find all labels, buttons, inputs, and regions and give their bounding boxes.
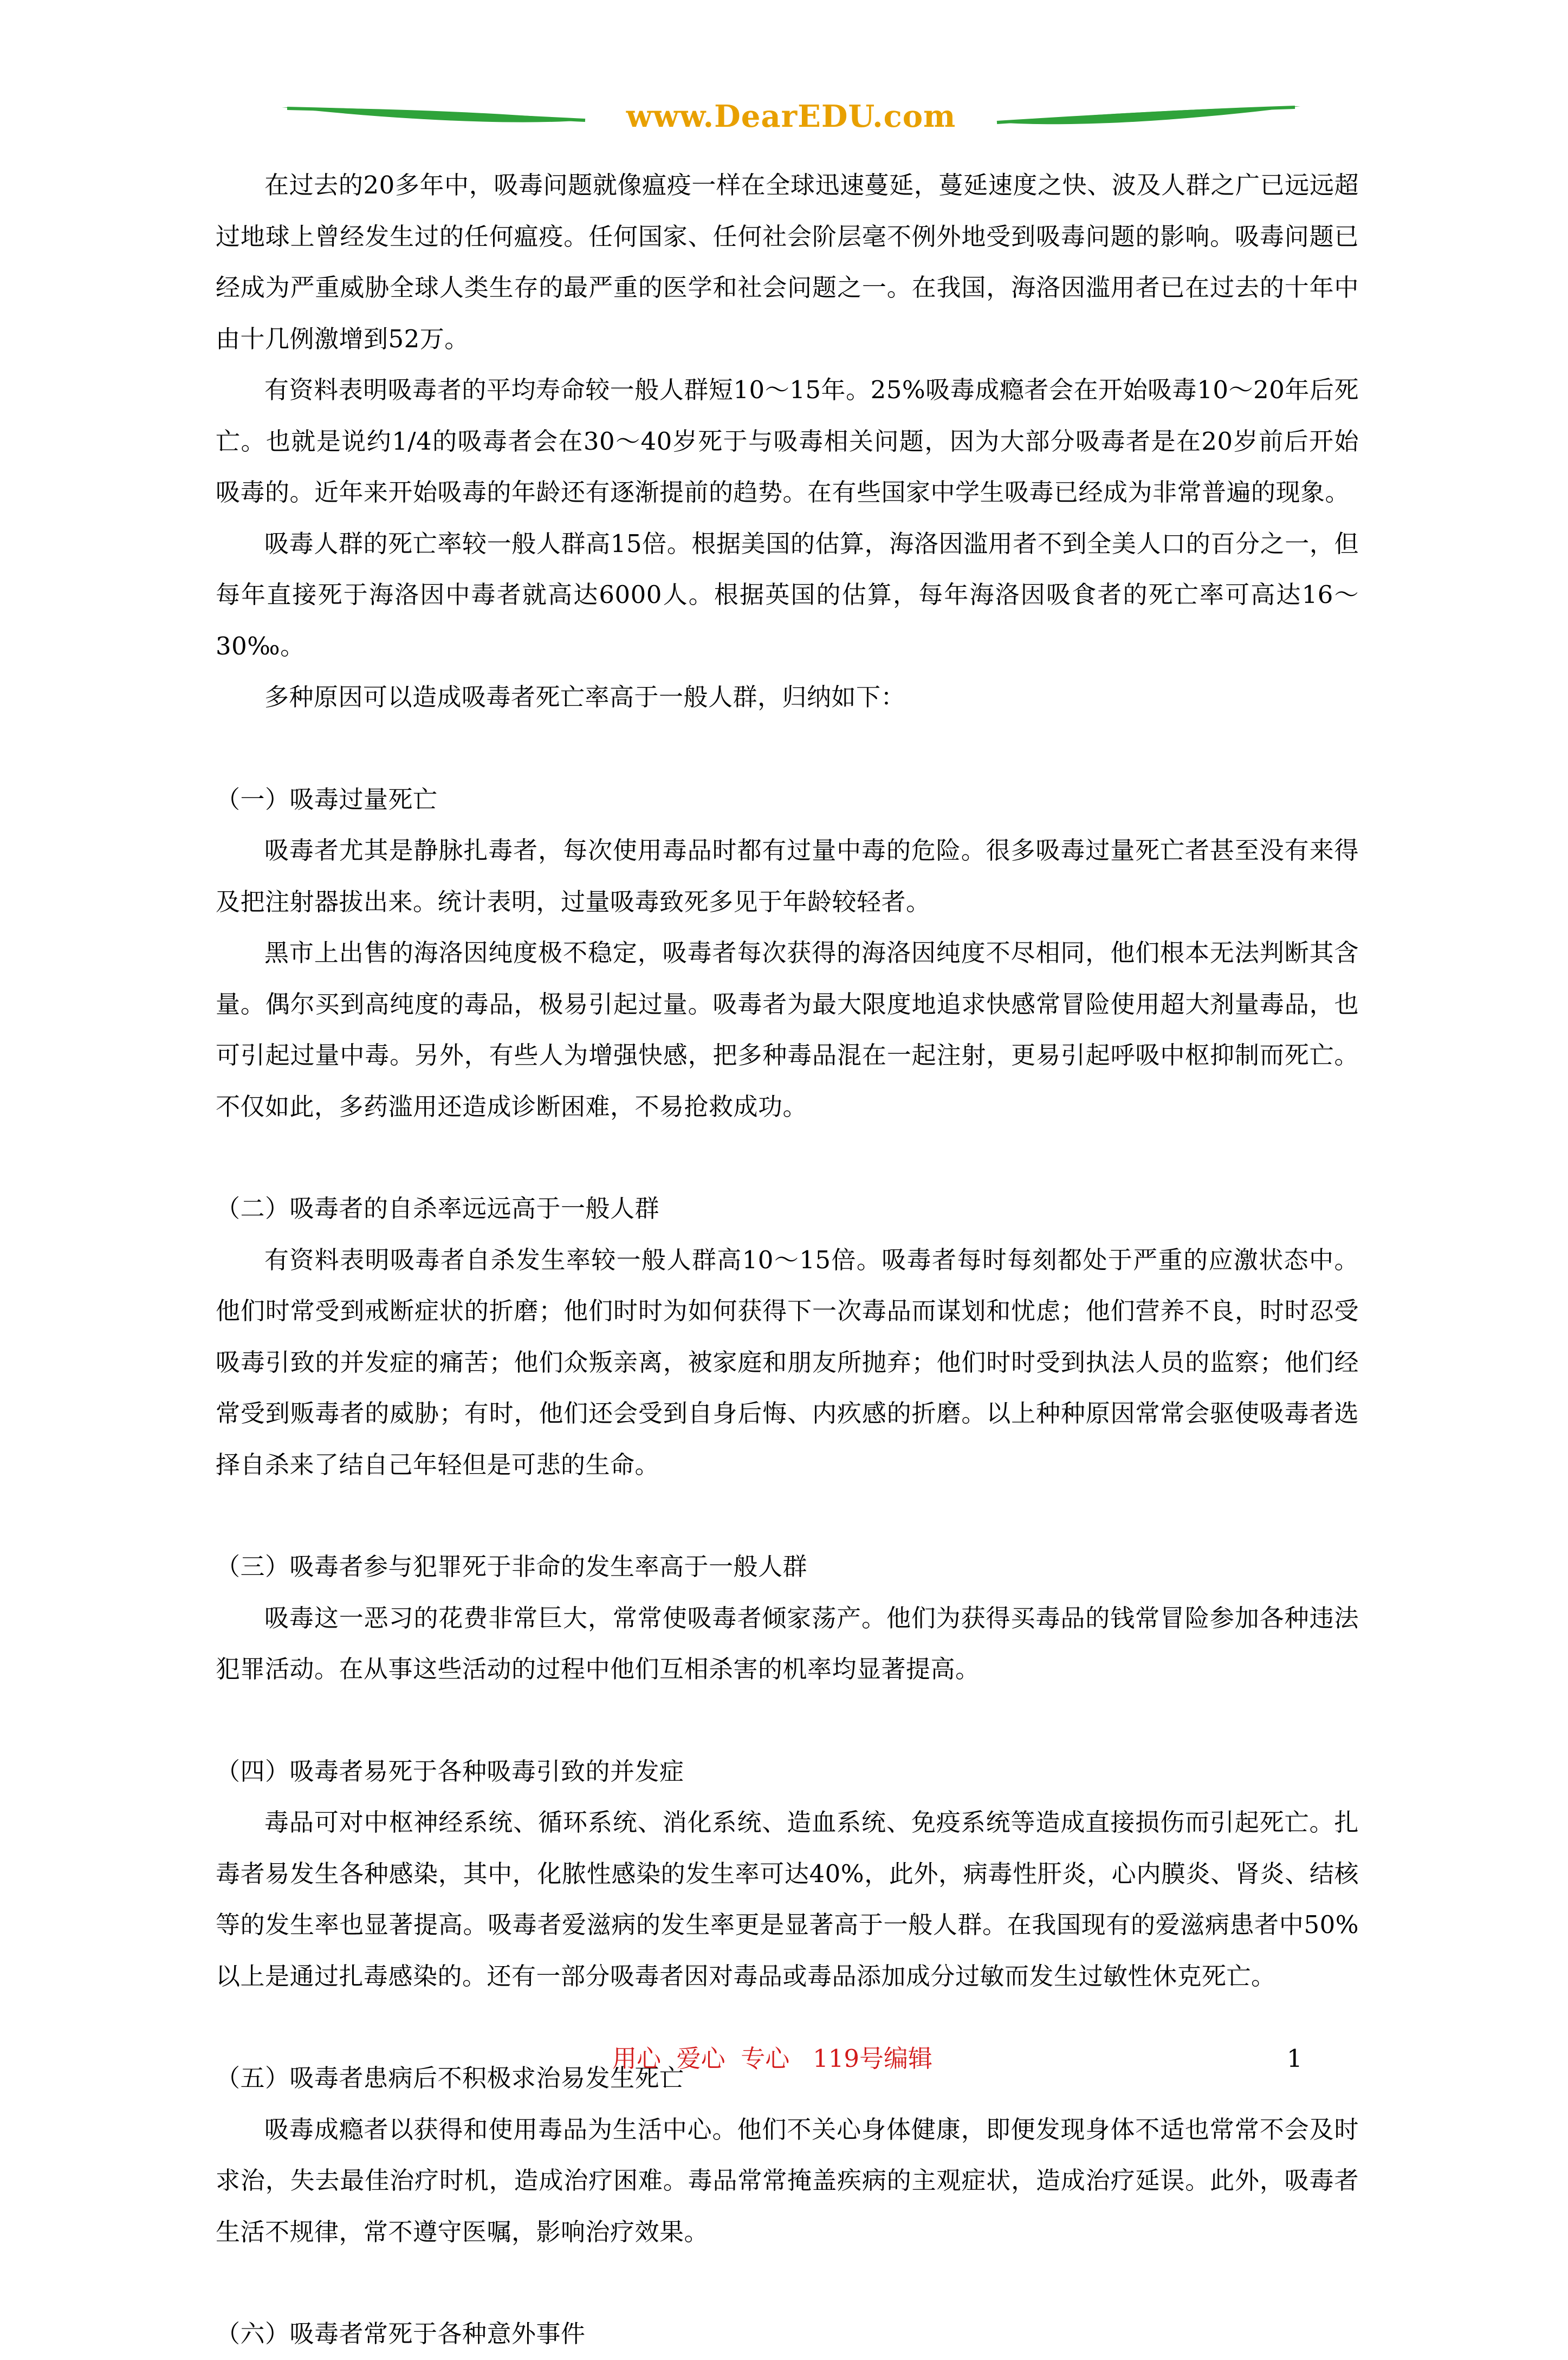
site-header <box>282 92 1300 141</box>
section-heading: （六）吸毒者常死于各种意外事件 <box>216 2319 586 2348</box>
page-number: 1 <box>1287 2044 1303 2073</box>
section-crime <box>216 1541 1359 1695</box>
document-body <box>216 160 1359 2360</box>
site-url[interactable]: www.DearEDU.com <box>626 99 956 134</box>
section-paragraph: 吸毒成瘾者以获得和使用毒品为生活中心。他们不关心身体健康，即便发现身体不适也常常不会及时求治，失去最佳治疗时机，造成治疗困难。毒品常常掩盖疾病的主观症状，造成治疗延误。此外，吸毒者生活不规律，常不遵守医嘱，影响治疗效果。 <box>216 2115 1359 2246</box>
intro-paragraph: 在过去的20多年中，吸毒问题就像瘟疫一样在全球迅速蔓延，蔓延速度之快、波及人群之广已远远超过地球上曾经发生过的任何瘟疫。任何国家、任何社会阶层毫不例外地受到吸毒问题的影响。吸毒问题已经成为严重威胁全球人类生存的最严重的医学和社会问题之一。在我国，海洛因滥用者已在过去的十年中由十几例激增到52万。 <box>216 171 1359 353</box>
section-heading: （一）吸毒过量死亡 <box>216 784 438 814</box>
footer-editor-credit: 用心 爱心 专心 119号编辑 <box>612 2044 933 2073</box>
section-paragraph: 吸毒者尤其是静脉扎毒者，每次使用毒品时都有过量中毒的危险。很多吸毒过量死亡者甚至没有来得及把注射器拔出来。统计表明，过量吸毒致死多见于年龄较轻者。 <box>216 836 1359 916</box>
section-no-treatment <box>216 2053 1359 2258</box>
section-paragraph: 吸毒这一恶习的花费非常巨大，常常使吸毒者倾家荡产。他们为获得买毒品的钱常冒险参加各种违法犯罪活动。在从事这些活动的过程中他们互相杀害的机率均显著提高。 <box>216 1603 1359 1683</box>
page-footer <box>0 2040 1568 2078</box>
section-accidents <box>216 2309 1359 2360</box>
intro-paragraph: 有资料表明吸毒者的平均寿命较一般人群短10～15年。25%吸毒成瘾者会在开始吸毒10～20年后死亡。也就是说约1/4的吸毒者会在30～40岁死于与吸毒相关问题，因为大部分吸毒者是在20岁前后开始吸毒的。近年来开始吸毒的年龄还有逐渐提前的趋势。在有些国家中学生吸毒已经成为非常普遍的现象。 <box>216 375 1359 507</box>
section-heading: （四）吸毒者易死于各种吸毒引致的并发症 <box>216 1756 684 1786</box>
intro-paragraph: 吸毒人群的死亡率较一般人群高15倍。根据美国的估算，海洛因滥用者不到全美人口的百分之一，但每年直接死于海洛因中毒者就高达6000人。根据英国的估算，每年海洛因吸食者的死亡率可高达16～30‰。 <box>216 529 1359 660</box>
section-overdose <box>216 774 1359 1133</box>
intro-paragraph: 多种原因可以造成吸毒者死亡率高于一般人群，归纳如下： <box>264 683 906 711</box>
section-complications <box>216 1746 1359 2002</box>
section-paragraph: 有资料表明吸毒者自杀发生率较一般人群高10～15倍。吸毒者每时每刻都处于严重的应激状态中。他们时常受到戒断症状的折磨；他们时时为如何获得下一次毒品而谋划和忧虑；他们营养不良，时时忍受吸毒引致的并发症的痛苦；他们众叛亲离，被家庭和朋友所抛弃；他们时时受到执法人员的监察；他们经常受到贩毒者的威胁；有时，他们还会受到自身后悔、内疚感的折磨。以上种种原因常常会驱使吸毒者选择自杀来了结自己年轻但是可悲的生命。 <box>216 1245 1359 1479</box>
section-heading: （五）吸毒者患病后不积极求治易发生死亡 <box>216 2064 684 2092</box>
section-heading: （三）吸毒者参与犯罪死于非命的发生率高于一般人群 <box>216 1552 808 1581</box>
section-suicide <box>216 1183 1359 1490</box>
section-heading: （二）吸毒者的自杀率远远高于一般人群 <box>216 1194 660 1223</box>
section-paragraph: 黑市上出售的海洛因纯度极不稳定，吸毒者每次获得的海洛因纯度不尽相同，他们根本无法判断其含量。偶尔买到高纯度的毒品，极易引起过量。吸毒者为最大限度地追求快感常冒险使用超大剂量毒品，也可引起过量中毒。另外，有些人为增强快感，把多种毒品混在一起注射，更易引起呼吸中枢抑制而死亡。不仅如此，多药滥用还造成诊断困难，不易抢救成功。 <box>216 938 1359 1121</box>
section-paragraph: 毒品可对中枢神经系统、循环系统、消化系统、造血系统、免疫系统等造成直接损伤而引起死亡。扎毒者易发生各种感染，其中，化脓性感染的发生率可达40%，此外，病毒性肝炎，心内膜炎、肾炎、结核等的发生率也显著提高。吸毒者爱滋病的发生率更是显著高于一般人群。在我国现有的爱滋病患者中50%以上是通过扎毒感染的。还有一部分吸毒者因对毒品或毒品添加成分过敏而发生过敏性休克死亡。 <box>216 1808 1359 1991</box>
